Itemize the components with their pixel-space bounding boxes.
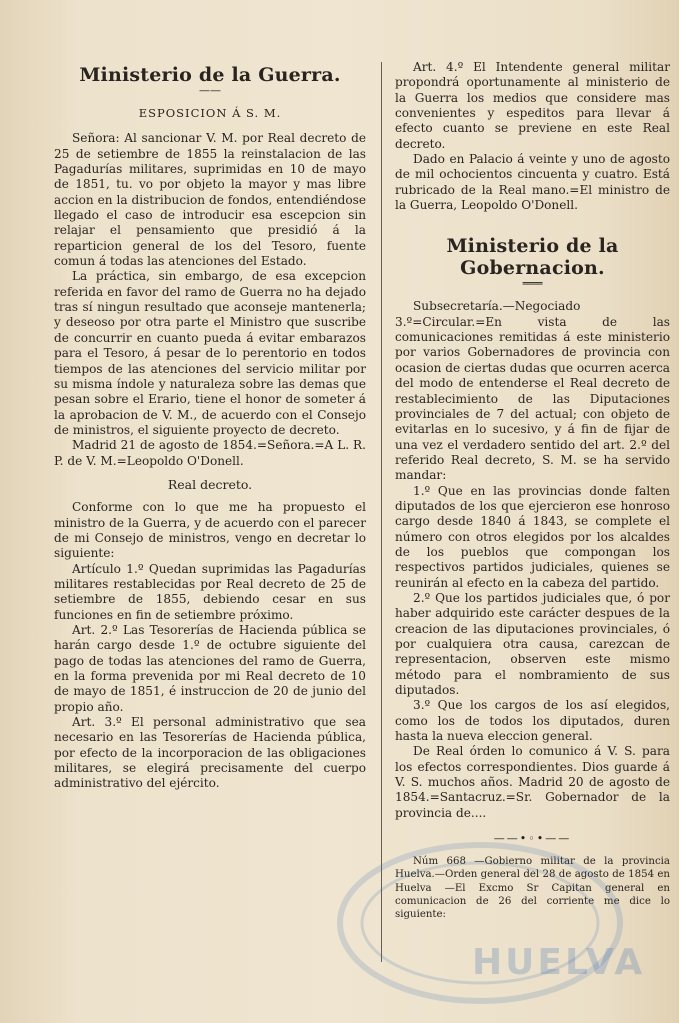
decree-article: Art. 2.º Las Tesorerías de Hacienda pública se harán cargo desde 1.º de octubre siguiente del pago de todas las atenciones del ramo de Guerra, en la forma prevenida por mi Real decreto de 10 de mayo de 1851, é instruccion de 20 de junio del propio año. — [54, 623, 366, 714]
column-divider — [381, 62, 382, 962]
exposition-paragraph: La práctica, sin embargo, de esa excepcion referida en favor del ramo de Guerra no ha dejado tras sí ningun resultado que aconseje mantenerla; y deseoso por otra parte el Ministro que suscribe de concurrir en cuanto pueda á evitar embarazos para el Tesoro, á pesar de lo perentorio en todos tiempos de las atenciones del servicio militar por su misma índole y naturaleza sobre las demas que pesan sobre el Erario, tiene el honor de someter á la aprobacion de V. M., de acuerdo con el Consejo de ministros, el siguiente proyecto de decreto. — [54, 269, 366, 437]
decree-article: Art. 3.º El personal administrativo que sea necesario en las Tesorerías de Hacienda pública, por efecto de la incorporacion de las obligaciones militares, se elegirá precisamente del cuerpo administrativo del ejército. — [54, 715, 366, 791]
footer-note: Núm 668 —Gobierno militar de la provincia Huelva.—Orden general del 28 de agosto de 1854 en Huelva —El Excmo Sr Capitan general en comunicacion de 26 del corriente me dice lo siguiente: — [395, 856, 670, 920]
decree-paragraph: Conforme con lo que me ha propuesto el ministro de la Guerra, y de acuerdo con el parecer de mi Consejo de ministros, vengo en decretar lo siguiente: — [54, 500, 366, 561]
circular-paragraph: Subsecretaría.—Negociado 3.º=Circular.=En vista de las comunicaciones remitidas á este ministerio por varios Gobernadores de provincia con ocasion de ciertas dudas que ocurren acerca del modo de entenderse el Real decreto de restablecimiento de las Diputaciones provinciales de 7 del actual; con objeto de evitarlas en lo sucesivo, y á fin de fijar de una vez el verdadero sentido del art. 2.º del referido Real decreto, S. M. se ha servido mandar: — [395, 299, 670, 483]
circular-closing: De Real órden lo comunico á V. S. para los efectos correspondientes. Dios guarde á V. S. muchos años. Madrid 20 de agosto de 1854.=Santacruz.=Sr. Gobernador de la provincia de.... — [395, 744, 670, 820]
ministry-gobernacion-title: Ministerio de la Gobernacion. — [446, 235, 619, 280]
circular-item: 3.º Que los cargos de los así elegidos, como los de todos los diputados, duren hasta la nueva eleccion general. — [395, 698, 670, 744]
decree-article: Artículo 1.º Quedan suprimidas las Pagadurías militares restablecidas por Real decreto de 25 de setiembre de 1855, debiendo cesar en sus funciones en fin de setiembre próximo. — [54, 561, 366, 622]
decree-article: Art. 4.º El Intendente general militar propondrá oportunamente al ministerio de la Guerra los medios que considere mas convenientes y espeditos para llevar á efecto cuanto se previene en este Real decreto. — [395, 60, 670, 151]
exposition-heading: ESPOSICION Á S. M. — [138, 106, 282, 120]
title-dash: ═══ — [522, 277, 543, 291]
exposition-signature: Madrid 21 de agosto de 1854.=Señora.=A L. R. P. de V. M.=Leopoldo O'Donell. — [54, 438, 366, 468]
circular-item: 1.º Que en las provincias donde falten diputados de los que ejercieron ese honroso cargo desde 1840 á 1843, se complete el número con otros elegidos por los alcaldes de los pueblos que compongan los respectivos partidos judiciales, quienes se reunirán al efecto en la cabeza del partido. — [395, 483, 670, 590]
circular-item: 2.º Que los partidos judiciales que, ó por haber adquirido este carácter despues de la creacion de las diputaciones provinciales, ó por cualquiera otra causa, carezcan de representacion, observen este mismo método para el nombramiento de sus diputados. — [395, 590, 670, 698]
ministry-guerra-title: Ministerio de la Guerra. — [79, 64, 341, 86]
archive-watermark: HUELVA — [472, 942, 646, 983]
right-column — [395, 60, 670, 921]
section-ornament: ——•◦•—— — [493, 832, 572, 846]
decree-heading: Real decreto. — [167, 476, 253, 492]
exposition-paragraph: Señora: Al sancionar V. M. por Real decreto de 25 de setiembre de 1855 la reinstalacion de las Pagadurías militares, suprimidas en 10 de mayo de 1851, tu. vo por objeto la mayor y mas libre accion en la distribucion de fondos, entendiéndose llegado el caso de introducir esa escepcion sin relajar el pensamiento que presidió á la reparticion general de los del Tesoro, fuente comun á todas las atenciones del Estado. — [54, 131, 366, 269]
decree-closing: Dado en Palacio á veinte y uno de agosto de mil ochocientos cincuenta y cuatro. Está rubricado de la Real mano.=El ministro de la Guerra, Leopoldo O'Donell. — [395, 152, 670, 213]
title-dash: —— — [199, 84, 221, 97]
left-column — [54, 60, 366, 792]
